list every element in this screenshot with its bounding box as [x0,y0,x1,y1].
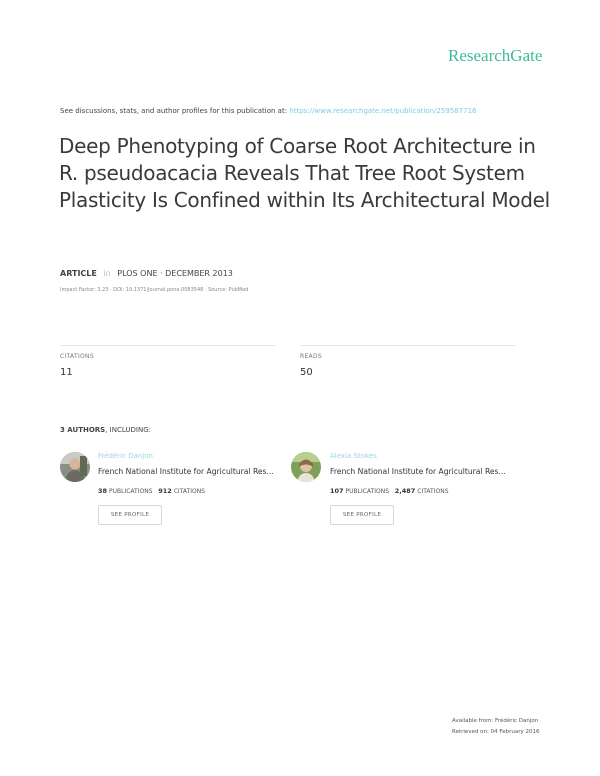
citations-label: CITATIONS [60,353,94,360]
publications-label: PUBLICATIONS [345,488,390,495]
citations-divider [60,345,276,346]
citations-count: 2,487 [394,487,416,495]
authors-heading [60,426,151,434]
researchgate-logo[interactable]: ResearchGate [448,46,543,65]
see-profile-button[interactable]: SEE PROFILE [98,505,162,525]
publications-count: 38 [98,487,108,495]
discuss-text: See discussions, stats, and author profiles for this publication at: [60,107,288,115]
author-photo-danjon [60,452,90,482]
discuss-line [60,107,477,115]
footer-availability [452,716,539,738]
available-from: Available from: Frédéric Danjon [452,718,539,724]
publications-label: PUBLICATIONS [108,488,153,495]
citations-count-label: CITATIONS [173,488,205,495]
retrieved-on: Retrieved on: 04 February 2016 [452,729,540,735]
author-affiliation: French National Institute for Agricultural Res... [330,467,506,476]
article-type: ARTICLE [60,269,97,278]
venue-date: PLOS ONE · DECEMBER 2013 [117,269,233,278]
citations-count: 912 [158,487,172,495]
paper-title: Deep Phenotyping of Coarse Root Architecture in R. pseudoacacia Reveals That Tree Root System Plasticity Is Confined within Its Architectural Model [59,134,550,212]
publication-meta [60,269,233,278]
reads-value: 50 [300,367,313,378]
avatar[interactable] [60,452,90,482]
author-photo-stokes [291,452,321,482]
meta-separator: in [103,269,111,278]
see-profile-button[interactable]: SEE PROFILE [330,505,394,525]
author-name-link[interactable]: Alexia Stokes [330,452,377,460]
citations-count-label: CITATIONS [417,488,449,495]
authors-count: 3 AUTHORS [60,426,106,434]
impact-line: Impact Factor: 3.23 · DOI: 10.1371/journal.pone.0083548 · Source: PubMed [60,287,249,293]
reads-divider [300,345,516,346]
citations-value: 11 [60,367,73,378]
author-affiliation: French National Institute for Agricultural Res... [98,467,274,476]
publications-count: 107 [330,487,344,495]
author-counts [98,487,205,495]
publication-link[interactable]: https://www.researchgate.net/publication/259587716 [289,107,477,115]
avatar[interactable] [291,452,321,482]
reads-label: READS [300,353,322,360]
author-counts [330,487,449,495]
authors-suffix: , INCLUDING: [105,426,152,434]
author-name-link[interactable]: Frédéric Danjon [98,452,153,460]
